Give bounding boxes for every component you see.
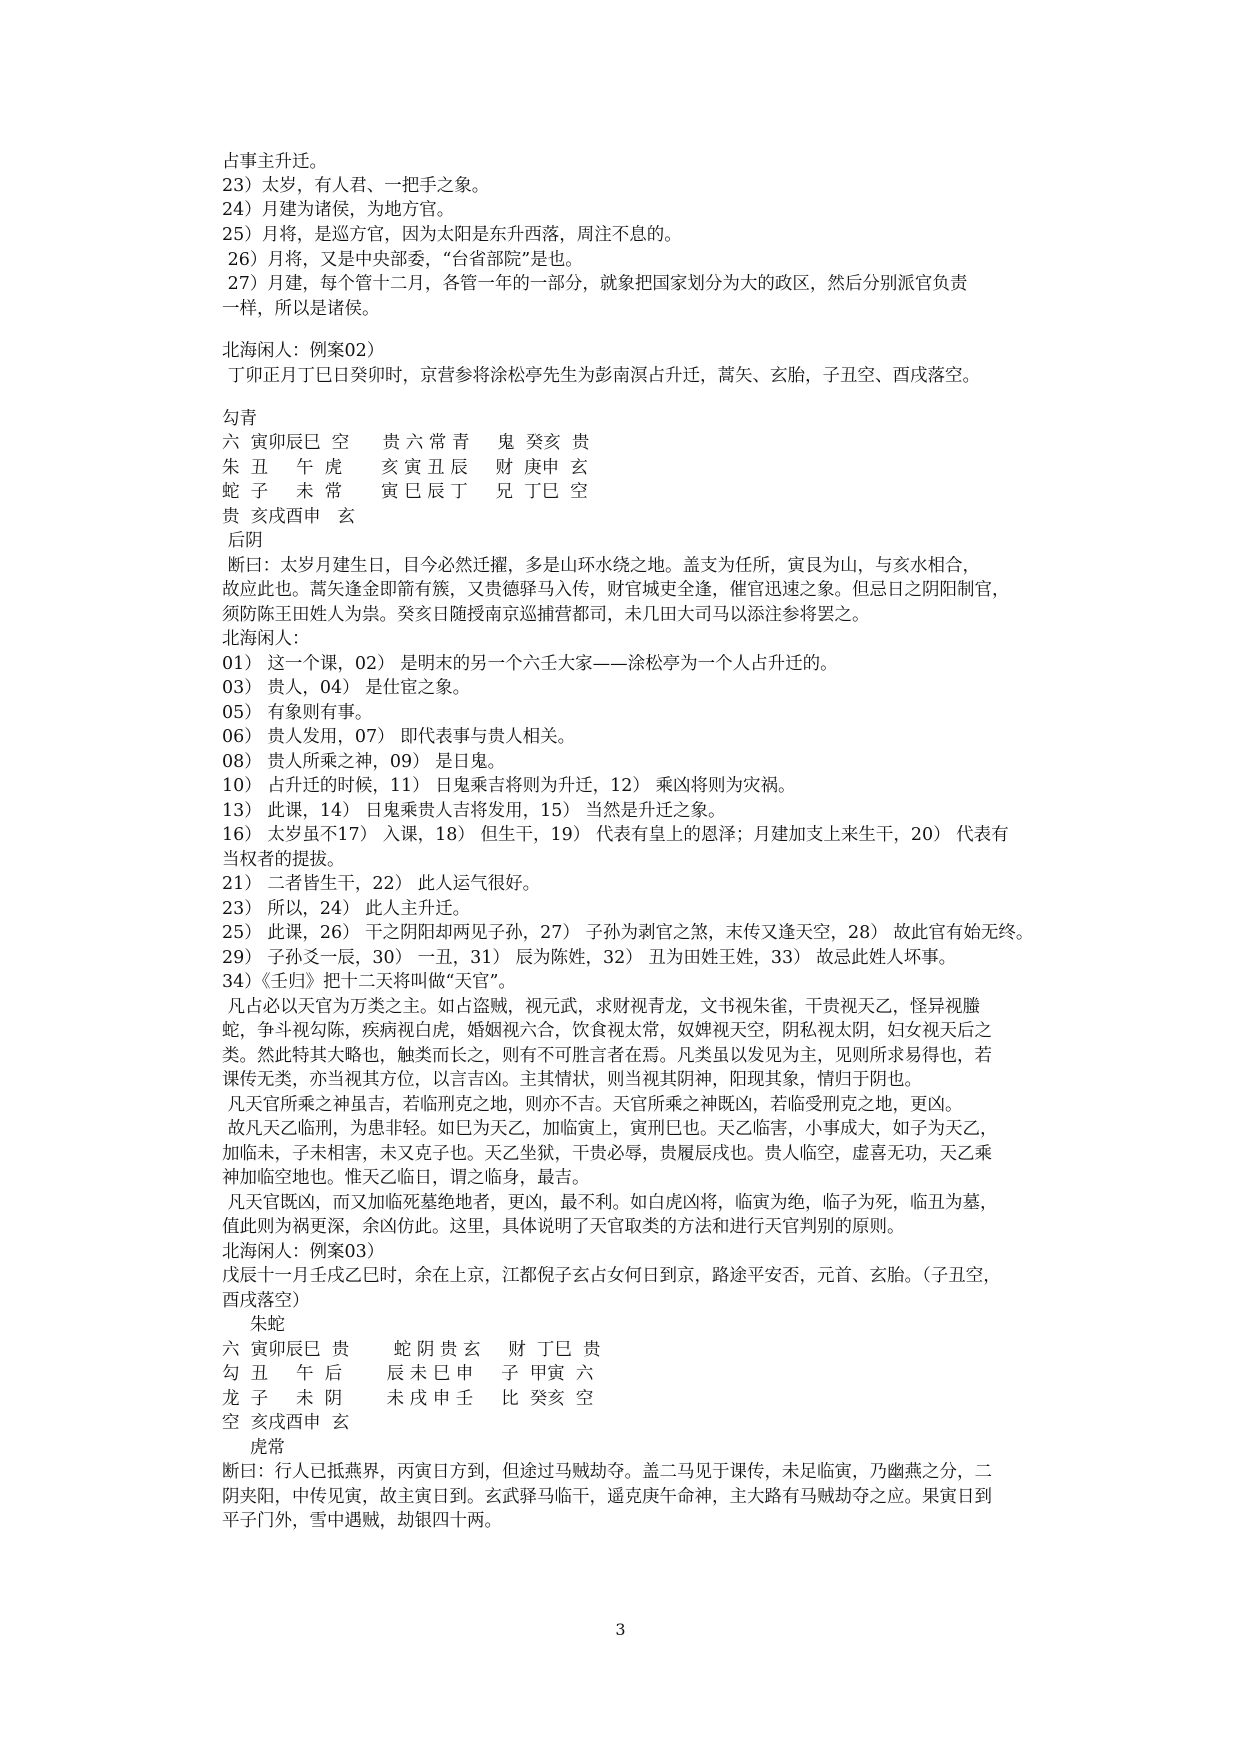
text-line: 类。然此特其大略也，触类而长之，则有不可胜言者在焉。凡类虽以发见为主，见则所求易得也，若 xyxy=(222,1046,992,1066)
chart-line: 空 亥戌酉申 玄 xyxy=(222,1413,350,1433)
text-line: 丁卯正月丁巳日癸卯时，京营参将涂松亭先生为彭南溟占升迁，蒿矢、玄胎，子丑空、酉戌落空。 xyxy=(222,366,981,386)
chart-line: 六 寅卯辰巳 贵 蛇 阴 贵 玄 财 丁巳 贵 xyxy=(222,1340,601,1360)
text-line: 值此则为祸更深，余凶仿此。这里，具体说明了天官取类的方法和进行天官判别的原则。 xyxy=(222,1217,905,1237)
text-line: 一样，所以是诸侯。 xyxy=(222,299,380,319)
text-line: 故凡天乙临刑，为患非轻。如巳为天乙，加临寅上，寅刑巳也。天乙临害，小事成大，如子为天乙， xyxy=(222,1119,998,1139)
chart-line: 后阴 xyxy=(222,531,263,551)
case-heading: 北海闲人：例案02） xyxy=(222,341,385,361)
chart-line: 虎常 xyxy=(222,1438,285,1458)
chart-line: 龙 子 未 阴 未 戌 申 壬 比 癸亥 空 xyxy=(222,1389,594,1409)
text-line: 北海闲人：例案03） xyxy=(222,1242,385,1262)
page-number: 3 xyxy=(615,1620,626,1639)
text-line: 26）月将，又是中央部委，“台省部院”是也。 xyxy=(222,250,583,270)
text-line: 10） 占升迁的时候，11） 日鬼乘吉将则为升迁，12） 乘凶将则为灾祸。 xyxy=(222,776,796,796)
text-line: 23）太岁，有人君、一把手之象。 xyxy=(222,176,490,196)
text-line: 北海闲人： xyxy=(222,629,310,649)
chart-line: 勾 丑 午 后 辰 未 巳 申 子 甲寅 六 xyxy=(222,1364,594,1384)
text-line: 蛇，争斗视勾陈，疾病视白虎，婚姻视六合，饮食视太常，奴婢视天空，阴私视太阴，妇女视天后之 xyxy=(222,1021,992,1041)
text-line: 凡天官所乘之神虽吉，若临刑克之地，则亦不吉。天官所乘之神既凶，若临受刑克之地，更凶。 xyxy=(222,1095,963,1115)
chart-line: 六 寅卯辰巳 空 贵 六 常 青 鬼 癸亥 贵 xyxy=(222,433,590,453)
text-line: 23） 所以，24） 此人主升迁。 xyxy=(222,899,471,919)
text-line: 神加临空地也。惟天乙临日，谓之临身，最吉。 xyxy=(222,1168,590,1188)
text-line: 25）月将，是巡方官，因为太阳是东升西落，周注不息的。 xyxy=(222,225,682,245)
text-line: 加临未，子未相害，未又克子也。天乙坐狱，干贵必辱，贵履辰戌也。贵人临空，虚喜无功，天乙乘 xyxy=(222,1144,992,1164)
text-line: 凡占必以天官为万类之主。如占盗贼，视元武，求财视青龙，文书视朱雀，干贵视天乙，怪异视螣 xyxy=(222,997,981,1017)
text-line: 25） 此课，26） 干之阴阳却两见子孙，27） 子孙为剥官之煞，末传又逢天空，28） 故此官有始无终。 xyxy=(222,923,1034,943)
text-line: 16） 太岁虽不17） 入课，18） 但生干，19） 代表有皇上的恩泽；月建加支上来生干，20） 代表有 xyxy=(222,825,1009,845)
text-line: 24）月建为诸侯，为地方官。 xyxy=(222,200,455,220)
text-line: 29） 子孙爻一辰，30） 一丑，31） 辰为陈姓，32） 丑为田姓王姓，33） 故忌此姓人坏事。 xyxy=(222,948,957,968)
text-line: 阴夹阳，中传见寅，故主寅日到。玄武驿马临干，遥克庚午命神，主大路有马贼劫夺之应。果寅日到 xyxy=(222,1487,992,1507)
text-line: 13） 此课，14） 日鬼乘贵人吉将发用，15） 当然是升迁之象。 xyxy=(222,801,726,821)
chart-line: 勾青 xyxy=(222,409,257,429)
text-line: 酉戌落空） xyxy=(222,1291,310,1311)
text-line: 须防陈王田姓人为祟。癸亥日随授南京巡捕营都司，未几田大司马以添注参将罢之。 xyxy=(222,605,870,625)
text-line: 当权者的提拔。 xyxy=(222,850,345,870)
text-line: 占事主升迁。 xyxy=(222,152,327,172)
text-line: 34）《壬归》把十二天将叫做“天官”。 xyxy=(222,972,516,992)
chart-line: 断曰：行人已抵燕界，丙寅日方到，但途过马贼劫夺。盖二马见于课传，未足临寅，乃幽燕之分，二 xyxy=(222,1462,992,1482)
text-line: 05） 有象则有事。 xyxy=(222,703,373,723)
text-line: 课传无类，亦当视其方位，以言吉凶。主其情状，则当视其阴神，阳现其象，情归于阴也。 xyxy=(222,1070,922,1090)
chart-line: 蛇 子 未 常 寅 巳 辰 丁 兄 丁巳 空 xyxy=(222,482,588,502)
text-line: 03） 贵人，04） 是仕宦之象。 xyxy=(222,678,471,698)
chart-line: 朱 丑 午 虎 亥 寅 丑 辰 财 庚申 玄 xyxy=(222,458,588,478)
text-line: 06） 贵人发用，07） 即代表事与贵人相关。 xyxy=(222,727,576,747)
chart-line: 贵 亥戌酉申 玄 xyxy=(222,507,355,527)
text-line: 27）月建，每个管十二月，各管一年的一部分，就象把国家划分为大的政区，然后分别派官负责 xyxy=(222,274,968,294)
text-line: 08） 贵人所乘之神，09） 是日鬼。 xyxy=(222,752,506,772)
text-line: 凡天官既凶，而又加临死墓绝地者，更凶，最不利。如白虎凶将，临寅为绝，临子为死，临丑为墓， xyxy=(222,1193,998,1213)
text-line: 故应此也。蒿矢逢金即箭有簇，又贵德驿马入传，财官城吏全逢，催官迅速之象。但忌日之阴阳制官， xyxy=(222,580,1010,600)
text-line: 21） 二者皆生干，22） 此人运气很好。 xyxy=(222,874,541,894)
text-line: 01） 这一个课，02） 是明末的另一个六壬大家——涂松亭为一个人占升迁的。 xyxy=(222,654,838,674)
text-line: 平子门外，雪中遇贼，劫银四十两。 xyxy=(222,1511,502,1531)
case-heading: 戊辰十一月壬戌乙巳时，余在上京，江都倪子玄占女何日到京，路途平安否，元首、玄胎。（子丑空， xyxy=(222,1266,1001,1286)
text-line: 断曰：太岁月建生日，目今必然迁擢，多是山环水绕之地。盖支为任所，寅艮为山，与亥水相合， xyxy=(222,556,981,576)
text-line: 朱蛇 xyxy=(222,1315,285,1335)
